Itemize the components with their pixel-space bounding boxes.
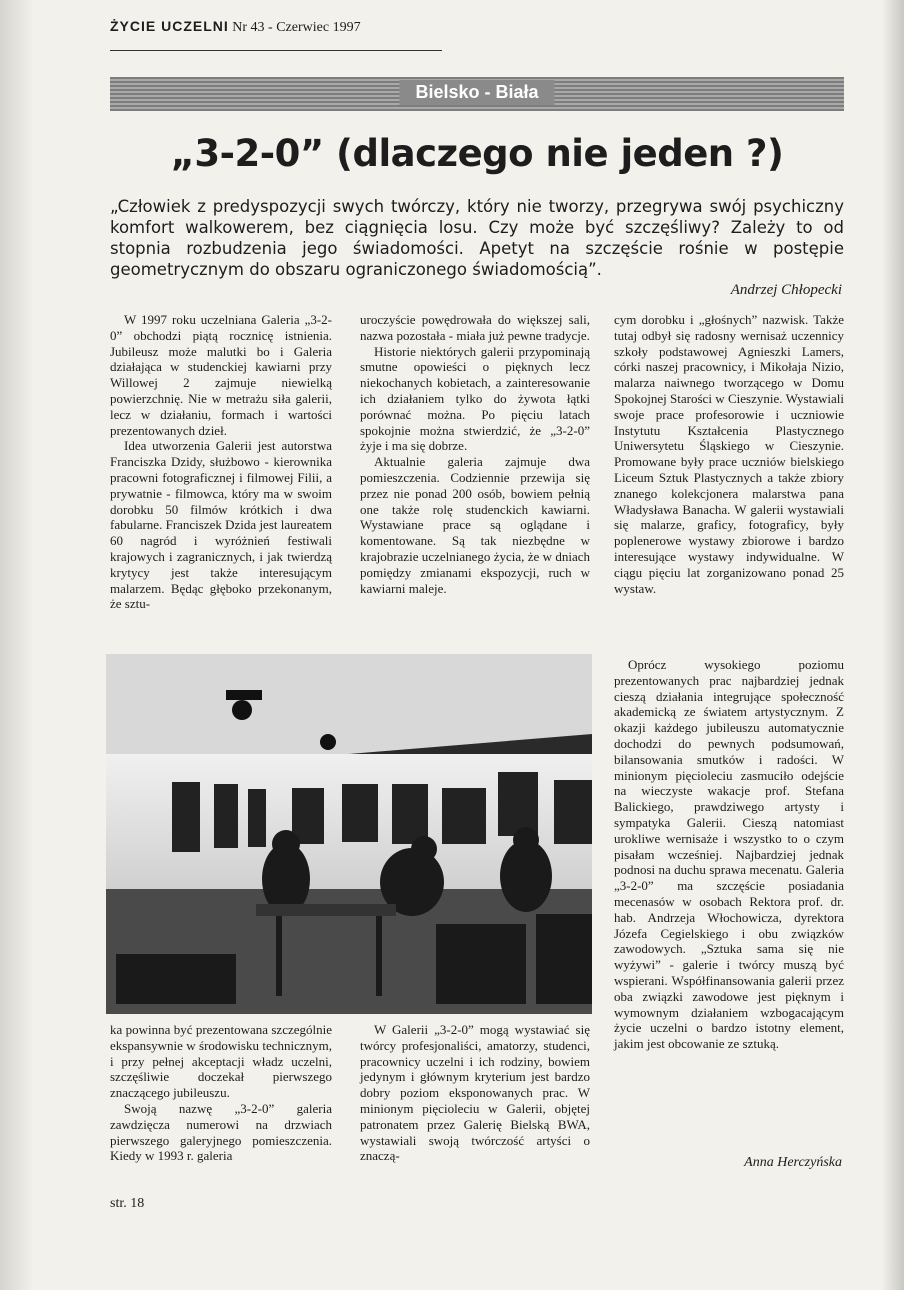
paragraph: uroczyście powędrowała do większej sali, nazwa pozostała - miała już pewne tradycje. [360,312,590,343]
column-1-bottom [110,1022,332,1164]
running-header [110,18,361,36]
article-lead-quote: „Człowiek z predyspozycji swych twórczy, który nie tworzy, przegrywa swój psychiczny komfort walkowerem, bez ciągnięcia losu. Czy może być szczęśliwy? Zależy to od stopnia rozbudzenia jego świadomości. Apetyt na szczęście rośnie w postępie geometrycznym do obszaru ograniczonego świadomością”. [110,197,844,279]
paragraph: W 1997 roku uczelniana Galeria „3-2-0” obchodzi piątą rocznicę istnienia. Jubileusz może malutki bo i Galeria działająca w studenckiej kawiarni przy Willowej 2 zajmuje niewielką powierzchnię. Nie w metrażu siła galerii, lecz w działaniu, formach i wartości prezentowanych dzieł. [110,312,332,438]
page-number: str. 18 [110,1196,145,1211]
paragraph: Historie niektórych galerii przypominają smutne opowieści o pięknych lecz niekochanych kobietach, a zainteresowanie ich działaniem tylko do żywota łątki porównać można. Po pięciu latach spokojnie można stwierdzić, że „3-2-0” żyje i ma się dobrze. [360,343,590,454]
article-author: Anna Herczyńska [744,1155,842,1170]
paragraph: W Galerii „3-2-0” mogą wystawiać się twórcy profesjonaliści, amatorzy, studenci, pracownicy uczelni i ich rodziny, bowiem jedynym i głównym kryterium jest bardzo dobry poziom eksponowanych prac. W minionym pięcioleciu w Galerii, objętej patronatem przez Galerię Bielską BWA, wystawiali swoją twórczość artyści o znaczą- [360,1022,590,1164]
column-1-top [110,312,332,612]
magazine-title: ŻYCIE UCZELNI [110,18,229,34]
section-label: Bielsko - Biała [399,80,554,105]
paragraph: ka powinna być prezentowana szczególnie ekspansywnie w środowisku technicznym, i przy pełnej akceptacji władz uczelni, szczęśliwie doczekał pierwszego znaczącego jubileuszu. [110,1022,332,1101]
paragraph: Aktualnie galeria zajmuje dwa pomieszczenia. Codziennie przewija się przez nie ponad 200 osób, bowiem pełnią one także rolę studenckich kawiarni. Wystawiane prace są oglądane i komentowane. Są tak niezbędne w krajobrazie uczelnianego życia, że w dniach pomiędzy zmianami ekspozycji, ruch w kawiarni maleje. [360,454,590,596]
column-3-top [614,312,844,596]
gallery-cafe-photo [106,654,592,1014]
column-2-bottom [360,1022,590,1164]
column-2-top [360,312,590,596]
lead-quote-author: Andrzej Chłopecki [730,282,842,298]
header-rule [110,50,442,51]
paragraph: cym dorobku i „głośnych” nazwisk. Także tutaj odbył się radosny wernisaż uczennicy szkoły podstawowej Agnieszki Lamers, córki naszej pracownicy, i Mikołaja Nizio, malarza naiwnego tworzącego w Domu Spokojnej Starości w Cieszynie. Wystawiali swoje prace profesorowie i uczniowie Instytutu Kształcenia Plastycznego Uniwersytetu Śląskiego w Cieszynie. Promowane były prace uczniów bielskiego Liceum Sztuk Plastycznych a także zbiory znanego kolekcjonera malarstwa pana Władysława Banacha. W galerii wystawiali się malarze, graficy, fotograficy, były poplenerowe wystawy zbiorowe i bardzo interesujące wystawy indywidualne. W ciągu pięciu lat zorganizowano ponad 25 wystaw. [614,312,844,596]
scan-edge-right [882,0,904,1290]
paragraph: Swoją nazwę „3-2-0” galeria zawdzięcza numerowi na drzwiach pierwszego galeryjnego pomieszczenia. Kiedy w 1993 r. galeria [110,1100,332,1164]
photo-illustration [106,654,592,1014]
section-banner [110,77,844,111]
column-3-bottom [614,657,844,1052]
issue-info: Nr 43 - Czerwiec 1997 [232,20,361,35]
paragraph: Oprócz wysokiego poziomu prezentowanych prac najbardziej jednak cieszą działania integrujące społeczność akademicką ze światem artystycznym. Z okazji każdego jubileuszu automatycznie dochodzi do pewnych podsumowań, bilansowania smutków i radości. W minionym pięcioleciu zasmuciło odejście na wieczyste wakacje prof. Stefana Balickiego, prawdziwego artysty i sympatyka Galerii. Cieszą natomiast urokliwe wernisaże i wszystko to o czym pisałam wcześniej. Najbardziej jednak podnosi na duchu sprawa mecenatu. Galeria „3-2-0” ma szczęście posiadania mecenasów w osobach Rektora prof. dr. hab. Andrzeja Włochowicza, dyrektora Józefa Cegielskiego i obu związków zawodowych. „Sztuka sama się nie wyżywi” - galerie i twórcy muszą być wspierani. Współfinansowania galerii przez oba związki zawodowe jest pięknym i wymownym działaniem wzbogacającym życie uczelni o bardzo istotny element, jakim jest obcowanie ze sztuką. [614,657,844,1052]
article-title: „3-2-0” (dlaczego nie jeden ?) [170,132,784,175]
paragraph: Idea utworzenia Galerii jest autorstwa Franciszka Dzidy, służbowo - kierownika pracowni fotograficznej i filmowej Filii, a prywatnie - filmowca, który ma w swoim dorobku 50 filmów krótkich i dwa fabularne. Franciszek Dzida jest laureatem 60 nagród i wyróżnień festiwali krajowych i zagranicznych, i jak twierdzą krytycy jest także interesującym malarzem. Będąc głęboko przekonanym, że sztu- [110,438,332,612]
scan-edge-left [0,0,34,1290]
